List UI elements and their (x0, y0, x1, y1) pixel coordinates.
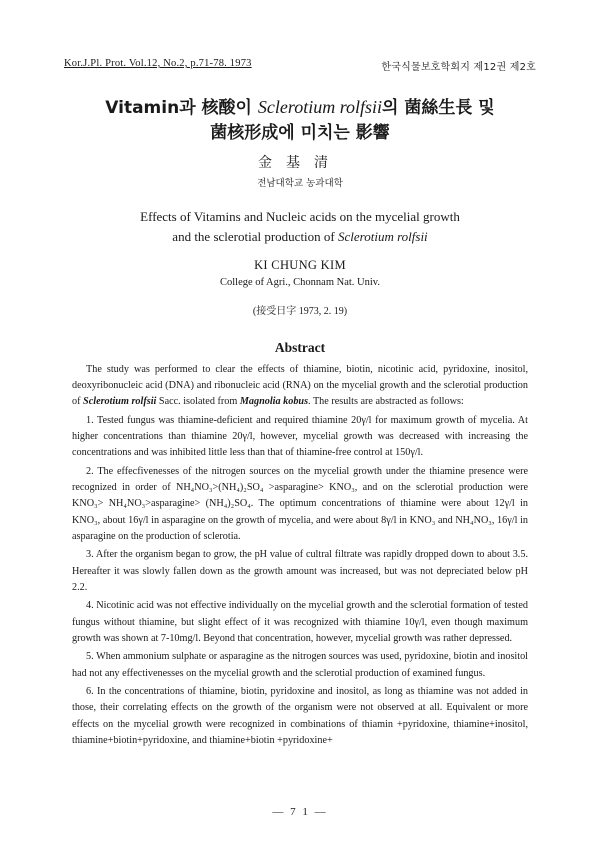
title-korean-line1-a: Vitamin과 核酸이 (105, 98, 258, 118)
host-name: Magnolia kobus (239, 396, 309, 408)
affiliation-english: College of Agri., Chonnam Nat. Univ. (219, 277, 380, 288)
running-header (64, 58, 536, 73)
journal-citation-korean: 한국식물보호학회지 제12권 제2호 (381, 62, 536, 73)
journal-citation: Kor.J.Pl. Prot. Vol.12, No.2, p.71-78. 1973 (64, 58, 252, 69)
abstract-heading: Abstract (274, 340, 326, 355)
title-english-line2: and the sclerotial production of (172, 229, 338, 244)
title-english-line1: Effects of Vitamins and Nucleic acids on the mycelial growth (140, 209, 460, 224)
title-korean-line2: 菌核形成에 미치는 影響 (210, 123, 390, 143)
title-english (0, 207, 600, 247)
affiliation-korean: 전남대학교 농과대학 (257, 178, 343, 189)
abstract-item-6: 6. In the concentrations of thiamine, biotin, pyridoxine and inositol, as long as thiamine was not added in those, their correlating effects on the growth of the organism were not observed at all. Equivalent or more effects on the mycelial growth were recognized in combinations of thiamin +pyridoxine, thiamine+inositol, thiamine+biotin+pyridoxine, and thiamine+biotin +pyridoxine+ (72, 686, 528, 746)
title-korean-line1-b: 의 菌絲生長 및 (382, 98, 495, 118)
author-korean: 金基清 (258, 155, 342, 171)
abstract-item-1: 1. Tested fungus was thiamine-deficient and required thiamine 20γ/l for maximum growth of mycelia. At higher concentrations than thiamine 20γ/l, however, mycelial growth was decreased with increasing the concentrations and was inhibited little less than that of thiamine-free control at 150γ/l. (72, 415, 528, 459)
abstract-intro: The study was performed to clear the effects of thiamine, biotin, nicotinic acid, pyridoxine, inositol, deoxyribonucleic acid (DNA) and ribonucleic acid (RNA) on the mycelial growth and the sclerotial production of Sclerotium rolfsii Sacc. isolated from Magnolia kobus. The results are abstracted as follows: (72, 364, 528, 408)
abstract-item-4: 4. Nicotinic acid was not effective individually on the mycelial growth and the sclerotial formation of tested fungus without thiamine, but slight effect of it was recognized with thiamine 10γ/l, even though maximum growth was shown at 7-10mg/l. Beyond that concentration, however, mycelial growth was rather depressed. (72, 600, 528, 644)
species-name: Sclerotium rolfsii (83, 396, 157, 408)
abstract-item-2: 2. The effecfivenesses of the nitrogen sources on the mycelial growth under the thiamine presence were recognized in order of NH₄NO₃>(NH₄)₂SO₄ >asparagine> KNO₃, and on the sclerotial production were KNO₃> NH₄NO₃>asparagine> (NH₄)₂SO₄. The optimum concentrations of thiamine were about 12γ/l in KNO₃, about 16γ/l in asparagine on the growth of mycelia, and were about 8γ/l in KNO₃ and NH₄NO₃, 16γ/l in asparagine on the production of sclerotia. (72, 466, 528, 542)
received-date: (接受日字 1973, 2. 19) (252, 306, 348, 317)
abstract-item-3: 3. After the organism began to grow, the pH value of cultral filtrate was rapidly dropped down to about 3.5. Hereafter it was slowly fallen down as the growth amount was increased, but was not depreciated below pH 2.2. (72, 549, 528, 593)
page-number: — 7 1 — (272, 806, 328, 818)
title-korean-species: Sclerotium rolfsii (257, 97, 383, 117)
author-english: KI CHUNG KIM (254, 258, 346, 272)
abstract-body (72, 362, 528, 751)
title-korean (0, 95, 600, 146)
title-english-species: Sclerotium rolfsii (338, 229, 428, 244)
abstract-item-5: 5. When ammonium sulphate or asparagine as the nitrogen sources was used, pyridoxine, biotin and inositol had not any effectivenesses on the mycelial growth and the sclerotial production of examined fungus. (72, 651, 528, 679)
